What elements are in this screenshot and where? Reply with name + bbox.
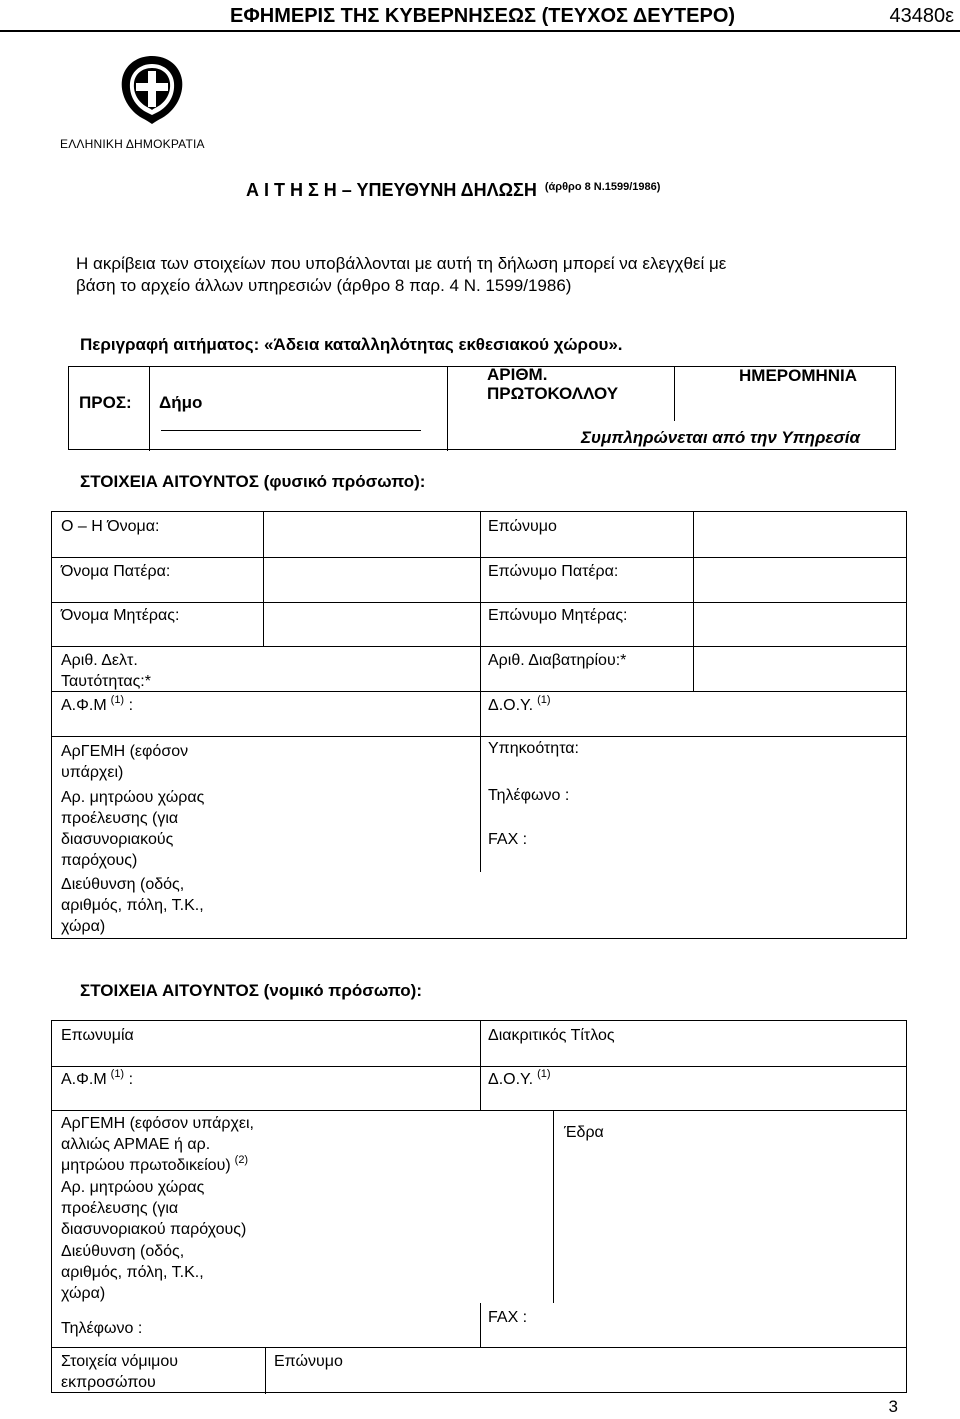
first-name-label: Ο – Η Όνομα:: [61, 518, 160, 535]
legal-address-label: [61, 1241, 204, 1304]
form-title: [246, 180, 660, 201]
id-card-line-1: Αριθ. Δελτ.: [61, 652, 138, 669]
to-value: Δήμο: [159, 393, 203, 412]
service-note: Συμπληρώνεται από την Υπηρεσία: [581, 428, 861, 447]
address-label: [61, 874, 204, 937]
greek-emblem-icon: [116, 54, 188, 126]
legal-gemi-line-1: ΑρΓΕΜΗ (εφόσον υπάρχει,: [61, 1115, 254, 1132]
intro-line-2: βάση το αρχείο άλλων υπηρεσιών (άρθρο 8 παρ. 4 Ν. 1599/1986): [76, 276, 572, 295]
intro-line-1: Η ακρίβεια των στοιχείων που υποβάλλονται με αυτή τη δήλωση μπορεί να ελεγχθεί με: [76, 254, 727, 273]
fax-label: FAX :: [488, 831, 528, 848]
representative-surname-label: Επώνυμο: [274, 1353, 343, 1370]
registry-line-1: Αρ. μητρώου χώρας: [61, 789, 205, 806]
father-name-label: Όνομα Πατέρα:: [61, 563, 171, 580]
legal-registry-line-1: Αρ. μητρώου χώρας: [61, 1179, 205, 1196]
recipient-box: [68, 366, 896, 450]
form-title-reference: (άρθρο 8 Ν.1599/1986): [544, 181, 661, 193]
doy-label: [488, 695, 551, 718]
protocol-number-label: [487, 365, 618, 403]
gazette-title: ΕΦΗΜΕΡΙΣ ΤΗΣ ΚΥΒΕΡΝΗΣΕΩΣ (ΤΕΥΧΟΣ ΔΕΥΤΕΡΟ): [230, 5, 736, 27]
address-line-3: χώρα): [61, 918, 106, 935]
registry-line-4: παρόχους): [61, 852, 138, 869]
legal-registry-line-2: προέλευσης (για: [61, 1200, 179, 1217]
legal-phone-label: Τηλέφωνο :: [61, 1320, 143, 1337]
gemi-line-2: υπάρχει): [61, 764, 124, 781]
legal-person-table: [51, 1020, 907, 1393]
legal-doy-label: [488, 1069, 551, 1092]
legal-afm-footnote: (1): [110, 1068, 125, 1080]
id-card-line-2: Ταυτότητας:*: [61, 673, 151, 690]
legal-address-line-1: Διεύθυνση (οδός,: [61, 1243, 185, 1260]
legal-doy-text: Δ.Ο.Υ.: [488, 1071, 534, 1088]
legal-gemi-line-3: [61, 1155, 254, 1178]
gemi-line-1: ΑρΓΕΜΗ (εφόσον: [61, 743, 189, 760]
representative-line-2: εκπροσώπου: [61, 1374, 156, 1391]
company-name-label: Επωνυμία: [61, 1027, 134, 1044]
legal-afm-text: Α.Φ.Μ: [61, 1071, 107, 1088]
passport-label: Αριθ. Διαβατηρίου:*: [488, 652, 627, 669]
intro-paragraph: [76, 253, 836, 297]
mother-surname-label: Επώνυμο Μητέρας:: [488, 607, 628, 624]
legal-registry-label: [61, 1177, 246, 1240]
legal-gemi-line-3-text: μητρώου πρωτοδικείου): [61, 1157, 231, 1174]
legal-gemi-label: [61, 1113, 254, 1178]
doy-text: Δ.Ο.Υ.: [488, 697, 534, 714]
address-line-2: αριθμός, πόλη, Τ.Κ.,: [61, 897, 204, 914]
father-surname-label: Επώνυμο Πατέρα:: [488, 563, 619, 580]
doy-footnote: (1): [537, 694, 551, 706]
natural-person-heading: ΣΤΟΙΧΕΙΑ ΑΙΤΟΥΝΤΟΣ (φυσικό πρόσωπο):: [80, 472, 426, 491]
page-header: [0, 2, 960, 32]
legal-gemi-footnote: (2): [234, 1154, 249, 1166]
legal-doy-footnote: (1): [537, 1068, 551, 1080]
legal-representative-label: [61, 1351, 178, 1393]
date-label: ΗΜΕΡΟΜΗΝΙΑ: [739, 366, 858, 385]
legal-gemi-line-2: αλλιώς ΑΡΜΑΕ ή αρ.: [61, 1136, 211, 1153]
phone-label: Τηλέφωνο :: [488, 787, 570, 804]
legal-registry-line-3: διασυνοριακού παρόχους): [61, 1221, 247, 1238]
registry-line-3: διασυνοριακούς: [61, 831, 174, 848]
legal-afm-label: [61, 1069, 133, 1092]
page-number: 3: [888, 1397, 898, 1416]
representative-line-1: Στοιχεία νόμιμου: [61, 1353, 178, 1370]
nationality-label: Υπηκοότητα:: [488, 740, 579, 757]
to-label: ΠΡΟΣ:: [79, 393, 132, 412]
request-description: Περιγραφή αιτήματος: «Άδεια καταλληλότητας εκθεσιακού χώρου».: [80, 335, 623, 354]
republic-label: ΕΛΛΗΝΙΚΗ ΔΗΜΟΚΡΑΤΙΑ: [60, 137, 205, 151]
legal-afm-colon: :: [128, 1071, 134, 1088]
mother-name-label: Όνομα Μητέρας:: [61, 607, 180, 624]
natural-person-table: [51, 511, 907, 939]
legal-address-line-3: χώρα): [61, 1285, 106, 1302]
form-title-text: Α Ι Τ Η Σ Η – ΥΠΕΥΘΥΝΗ ΔΗΛΩΣΗ: [246, 180, 537, 200]
afm-label: [61, 695, 133, 718]
afm-text: Α.Φ.Μ: [61, 697, 107, 714]
id-card-label: [61, 650, 151, 692]
legal-person-heading: ΣΤΟΙΧΕΙΑ ΑΙΤΟΥΝΤΟΣ (νομικό πρόσωπο):: [80, 981, 422, 1000]
gemi-label: [61, 741, 188, 783]
address-line-1: Διεύθυνση (οδός,: [61, 876, 185, 893]
distinctive-title-label: Διακριτικός Τίτλος: [488, 1027, 615, 1044]
legal-address-line-2: αριθμός, πόλη, Τ.Κ.,: [61, 1264, 204, 1281]
afm-colon: :: [128, 697, 134, 714]
legal-fax-label: FAX :: [488, 1309, 528, 1326]
protocol-line-2: ΠΡΩΤΟΚΟΛΛΟΥ: [487, 384, 619, 403]
surname-label: Επώνυμο: [488, 518, 557, 535]
seat-label: Έδρα: [564, 1124, 604, 1141]
registry-line-2: προέλευσης (για: [61, 810, 179, 827]
registry-label: [61, 787, 204, 871]
page-code: 43480ε: [889, 5, 954, 27]
protocol-line-1: ΑΡΙΘΜ.: [487, 365, 548, 384]
afm-footnote: (1): [110, 694, 125, 706]
